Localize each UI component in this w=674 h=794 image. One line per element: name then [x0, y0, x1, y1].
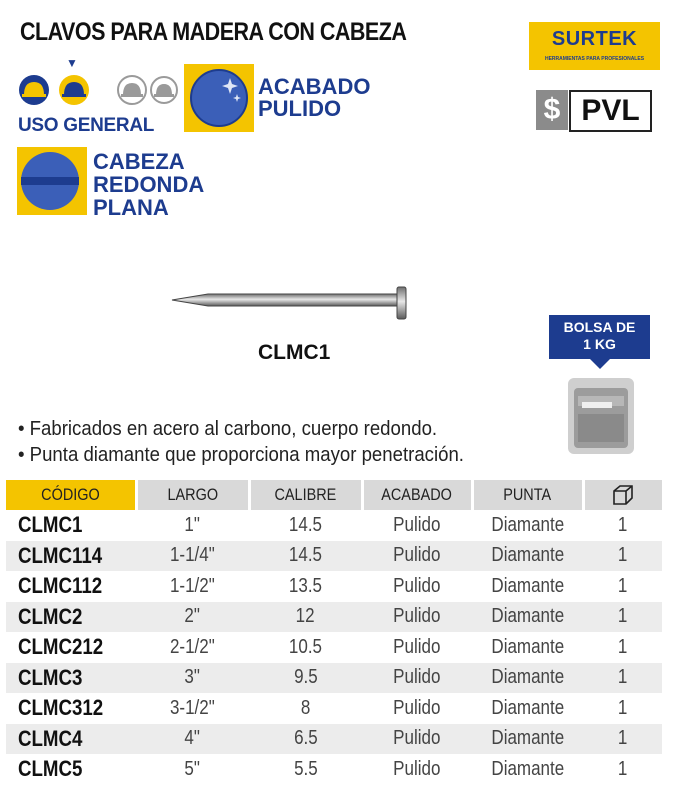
table-cell: Pulido [362, 663, 472, 694]
table-cell: 1 [617, 696, 628, 719]
table-cell: CLMC114 [6, 541, 136, 572]
table-cell: Diamante [491, 635, 564, 658]
table-cell: 4" [136, 724, 249, 755]
finish-label: ACABADO PULIDO [258, 74, 371, 121]
table-cell: Diamante [491, 696, 564, 719]
polished-sphere-icon [184, 64, 254, 132]
table-cell: 5.5 [293, 757, 318, 780]
table-row [6, 693, 662, 724]
table-cell: 1-1/4" [136, 541, 249, 572]
spec-table [6, 480, 662, 785]
table-row [6, 541, 662, 572]
column-header: CALIBRE [249, 480, 362, 510]
table-row [6, 724, 662, 755]
table-cell: CLMC212 [18, 634, 104, 660]
column-header: ACABADO [362, 480, 472, 510]
box-icon [612, 484, 634, 506]
table-cell: Diamante [472, 541, 583, 572]
head-type-label: CABEZA REDONDA PLANA [93, 149, 205, 220]
brand-logo [529, 22, 660, 70]
table-cell: Diamante [491, 574, 564, 597]
table-cell: Pulido [393, 513, 441, 536]
table-cell: 1 [617, 757, 628, 780]
table-header [6, 480, 662, 510]
table-row [6, 632, 662, 663]
column-header [583, 480, 662, 510]
usage-icons [18, 74, 178, 108]
table-cell: Pulido [393, 574, 441, 597]
feature-item: • Fabricados en acero al carbono, cuerpo redondo. [18, 418, 438, 440]
table-cell: 1 [583, 663, 662, 694]
table-cell: CLMC1 [18, 512, 83, 538]
table-row [6, 571, 662, 602]
table-cell: 1 [583, 724, 662, 755]
hard-hat-selected-icon [59, 75, 89, 105]
table-cell: CLMC312 [18, 695, 104, 721]
table-cell: 8 [300, 696, 311, 719]
table-cell: Diamante [491, 757, 564, 780]
table-cell: Pulido [362, 541, 472, 572]
table-cell: 14.5 [249, 541, 362, 572]
table-cell: Pulido [393, 696, 441, 719]
table-cell: 2" [136, 602, 249, 633]
feature-item: • Punta diamante que proporciona mayor penetración. [18, 444, 464, 466]
table-cell: 1 [583, 541, 662, 572]
package-badge: BOLSA DE 1 KG [549, 315, 650, 359]
page-title: CLAVOS PARA MADERA CON CABEZA [20, 18, 407, 46]
nail-bag-image [566, 374, 636, 456]
table-cell: 1 [617, 513, 628, 536]
table-cell: CLMC4 [6, 724, 136, 755]
table-cell: Diamante [472, 663, 583, 694]
column-header: LARGO [136, 480, 249, 510]
usage-label: USO GENERAL [18, 115, 155, 136]
selected-indicator-icon: ▼ [66, 56, 78, 70]
table-cell: 1 [617, 635, 628, 658]
hard-hat-blue-icon [19, 75, 49, 105]
brand-tagline: HERRAMIENTAS PARA PROFESIONALES [544, 56, 645, 62]
table-cell: Pulido [393, 635, 441, 658]
hard-hat-gray-icon [118, 76, 146, 104]
table-cell: 3-1/2" [170, 696, 215, 719]
table-cell: 1 [583, 602, 662, 633]
table-cell: Diamante [472, 602, 583, 633]
product-model: CLMC1 [258, 341, 331, 364]
table-cell: 1 [617, 574, 628, 597]
table-cell: 9.5 [249, 663, 362, 694]
table-cell: 6.5 [249, 724, 362, 755]
price-tag: PVL [569, 90, 652, 132]
table-row [6, 663, 662, 694]
brand-name: SURTEK [551, 28, 638, 50]
table-cell: CLMC5 [18, 756, 83, 782]
table-cell: 5" [184, 757, 201, 780]
nail-image [170, 284, 420, 324]
round-flat-head-icon [17, 147, 87, 215]
table-row [6, 510, 662, 541]
table-cell: CLMC112 [18, 573, 103, 599]
table-cell: Pulido [362, 602, 472, 633]
table-cell: Diamante [491, 513, 564, 536]
table-cell: 13.5 [288, 574, 323, 597]
table-cell: CLMC2 [6, 602, 136, 633]
table-cell: CLMC3 [6, 663, 136, 694]
table-cell: 1-1/2" [170, 574, 215, 597]
head-type-badge [17, 147, 87, 215]
table-cell: 12 [249, 602, 362, 633]
finish-badge [184, 64, 254, 132]
table-cell: 1" [184, 513, 201, 536]
table-cell: 10.5 [288, 635, 323, 658]
table-cell: 14.5 [288, 513, 323, 536]
table-cell: Diamante [472, 724, 583, 755]
column-header: PUNTA [472, 480, 583, 510]
table-cell: 3" [136, 663, 249, 694]
package-pointer-icon [590, 359, 610, 369]
hard-hat-gray-icon [151, 77, 177, 103]
table-cell: Pulido [362, 724, 472, 755]
feature-list [18, 416, 498, 468]
column-header: CÓDIGO [6, 480, 136, 510]
table-row [6, 754, 662, 785]
table-row [6, 602, 662, 633]
price-symbol: $ [536, 90, 568, 130]
table-cell: Pulido [393, 757, 441, 780]
table-cell: 2-1/2" [170, 635, 215, 658]
